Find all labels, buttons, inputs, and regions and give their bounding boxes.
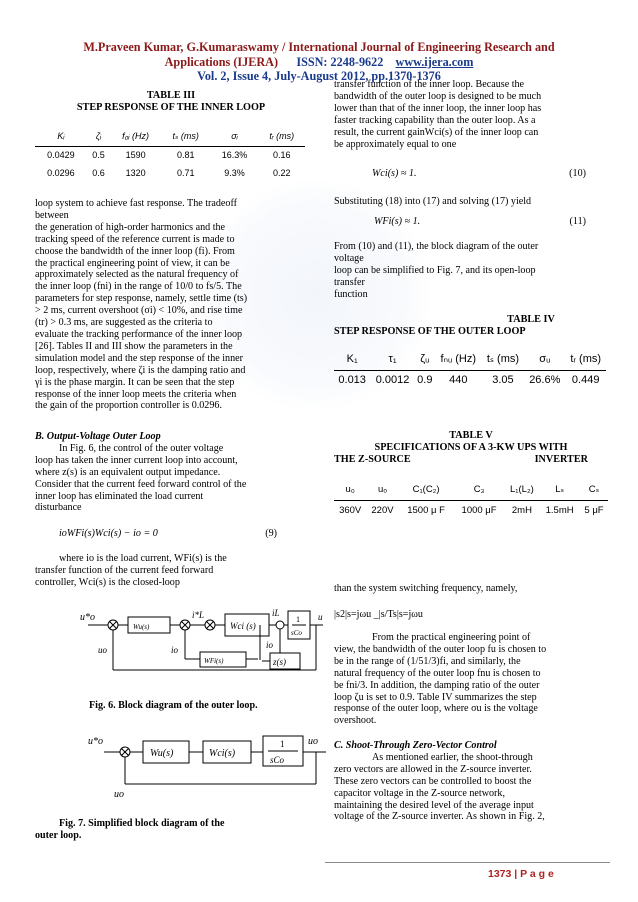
table5	[334, 480, 608, 521]
table4-block	[334, 314, 608, 391]
fig6-label-num: 1	[296, 615, 300, 624]
table5-header-cell: C₁(C₂)	[399, 480, 454, 501]
fig6-label-den: sCo	[291, 629, 302, 637]
right-paragraph-3	[334, 241, 608, 301]
fig7-caption-line-1: Fig. 7. Simplified block diagram of the	[59, 818, 225, 829]
text-line: approximately selected as the natural frequency of	[35, 269, 239, 281]
fig6-label-uo-ref: u*o	[80, 612, 95, 623]
text-line: where z(s) is an equivalent output impedance.	[35, 466, 221, 478]
header-website-link[interactable]: www.ijera.com	[395, 54, 474, 69]
fig7-block-diagram	[88, 732, 328, 802]
table5-subtitle-2b: INVERTER	[534, 454, 588, 465]
header-issn: ISSN: 2248-9622	[296, 54, 384, 69]
table5-header-row	[334, 480, 608, 501]
text-line: These zero vectors can be controlled to boost the	[334, 775, 532, 787]
text-line: natural frequency of the outer loop fnu is chosen to	[334, 667, 541, 679]
table5-header-cell: Lₛ	[539, 480, 580, 501]
table3-header-row	[35, 128, 305, 147]
text-line: overshoot.	[334, 715, 377, 727]
section-heading-c: C. Shoot-Through Zero-Vector Control	[334, 740, 497, 751]
table5-header-cell: C₃	[454, 480, 505, 501]
table4	[334, 350, 606, 391]
table4-cell: 0.0012	[375, 374, 410, 387]
text-line: view, the bandwidth of the outer loop fu is chosen to	[334, 643, 547, 655]
fig7-label-uo: uo	[308, 736, 318, 747]
table5-cell: 5 μF	[584, 505, 604, 517]
right-paragraph-5	[334, 632, 608, 727]
table5-cell: 1000 μF	[461, 505, 497, 517]
fig6-label-wfi: WFi(s)	[204, 657, 224, 665]
fig6-label-wu: Wu(s)	[133, 623, 150, 631]
table5-title: TABLE V	[449, 430, 493, 441]
table3-block	[35, 90, 307, 183]
journal-header	[40, 40, 598, 84]
table4-header-cell: ζᵤ	[415, 350, 435, 371]
text-line: transfer function of the inner loop. Because the	[334, 79, 525, 90]
table5-cell: 1500 μ F	[407, 505, 445, 517]
fig6-label-io-2: io	[266, 640, 274, 650]
table4-header-cell: τ₁	[370, 350, 414, 371]
table3-header-cell: σᵢ	[210, 128, 258, 147]
equation-11	[334, 216, 608, 228]
text-line: loop system to achieve fast response. The tradeoff	[35, 198, 238, 209]
text-line: loop can be simplified to Fig. 7, and its open-loop	[334, 264, 536, 276]
text-line: As mentioned earlier, the shoot-through	[372, 751, 533, 763]
equation-9	[35, 528, 307, 540]
table5-subtitle-2a: THE Z-SOURCE	[334, 454, 411, 465]
text-line: voltage of the Z-source inverter. As shown in Fig. 2,	[334, 811, 545, 823]
fig7-caption-line-2: outer loop.	[35, 830, 82, 841]
table5-header-cell: L₁(L₂)	[505, 480, 540, 501]
text-line: response of the inner loop meets the criteria when	[35, 388, 237, 400]
text-line: bandwidth of the outer loop is designed to be much	[334, 90, 542, 102]
text-line: capacitor voltage in the Z-source network,	[334, 787, 505, 799]
table3-cell: 0.22	[272, 168, 291, 179]
table4-header-cell: K₁	[334, 350, 370, 371]
text-line: From the practical engineering point of	[372, 632, 531, 643]
equation-10-number: (10)	[569, 168, 586, 179]
text-line: the inner loop (fni) in the range of 10/0 to fs/5. The	[35, 281, 242, 293]
fig7-label-wci: Wci(s)	[209, 748, 236, 759]
text-line: γi is the phase margin. It can be seen that the step	[35, 376, 235, 388]
table3-subtitle: STEP RESPONSE OF THE INNER LOOP	[76, 102, 266, 113]
table4-header-cell: fₙᵤ (Hz)	[435, 350, 482, 371]
text-line: [26]. Tables II and III show the parameters in the	[35, 340, 233, 352]
text-line: transfer function of the current feed forward	[35, 564, 214, 576]
equation-11-body: WFi(s) ≈ 1.	[374, 216, 421, 227]
text-line: maintaining the desired level of the average input	[334, 799, 534, 811]
table4-cell: 440	[449, 374, 468, 387]
fig7-label-uo-fb: uo	[114, 789, 124, 800]
equation-10	[334, 168, 608, 180]
text-line: function	[334, 288, 368, 300]
text-line: > 2 ms, current overshoot (σi) < 10%, and rise time	[35, 305, 243, 317]
header-line-1: M.Praveen Kumar, G.Kumaraswamy / International Journal of Engineering Research and	[83, 40, 555, 54]
text-line: the gain of the proportion controller is 0.0296.	[35, 400, 222, 412]
fig6-caption: Fig. 6. Block diagram of the outer loop.	[89, 700, 258, 711]
table4-header-row	[334, 350, 606, 371]
text-line: Consider that the current feed forward control of the	[35, 478, 247, 490]
table3-cell: 0.0296	[47, 168, 75, 179]
header-line-2	[40, 55, 598, 70]
right-paragraph-4: than the system switching frequency, namely,	[334, 583, 518, 594]
table3-title: TABLE III	[146, 90, 196, 101]
table5-header-cell: uₒ	[366, 480, 398, 501]
left-section-b	[35, 431, 307, 514]
text-line: parameters for step response, namely, settle time (ts)	[35, 293, 248, 305]
table5-cell: 220V	[371, 505, 394, 517]
text-line: be approximately equal to one	[334, 138, 457, 150]
fig6-label-il: iL	[272, 608, 280, 618]
table3-cell: 0.16	[272, 150, 291, 161]
table3-cell: 0.71	[176, 168, 195, 179]
text-line: inner loop has eliminated the load current	[35, 490, 204, 502]
fig6-label-zs: z(s)	[273, 657, 286, 667]
text-line: result, the current gainWci(s) of the inner loop can	[334, 126, 539, 138]
table5-subtitle-2	[334, 454, 608, 466]
text-line: the practical engineering point of view, it can be	[35, 257, 230, 269]
page-number: 1373 | P a g e	[488, 868, 554, 880]
text-line: zero vectors are allowed in the Z-source inverter.	[334, 763, 532, 775]
table3	[35, 128, 305, 183]
text-line: where io is the load current, WFi(s) is the	[59, 553, 227, 564]
text-line: From (10) and (11), the block diagram of the outer	[334, 241, 539, 252]
text-line: voltage	[334, 252, 364, 264]
fig6-label-out: u	[318, 612, 323, 622]
table4-cell: 0.9	[417, 374, 433, 387]
fig7-caption	[35, 818, 307, 842]
text-line: loop has taken the inner current loop into account,	[35, 454, 238, 466]
fig6-block-diagram	[80, 608, 325, 680]
text-line: (tr) > 0.3 ms, are suggested as the criteria to	[35, 317, 213, 329]
text-line: be fni/3. In addition, the damping ratio of the outer	[334, 679, 540, 691]
text-line: lower than that of the inner loop, the inner loop has	[334, 102, 542, 114]
table4-title: TABLE IV	[507, 314, 555, 325]
table4-cell: 0.449	[571, 374, 600, 387]
text-line: transfer	[334, 276, 365, 288]
fig6-label-il-ref: i*L	[192, 610, 205, 620]
text-line: controller, Wci(s) is the closed-loop	[35, 576, 180, 588]
table3-header-cell: tᵣ (ms)	[258, 128, 305, 147]
fig6-label-io: io	[171, 645, 179, 655]
table3-cell: 0.81	[176, 150, 195, 161]
text-line: choose the bandwidth of the inner loop (fi). From	[35, 245, 235, 257]
equation-12: |s2|s=jωu _|s/Ts|s=jωu	[334, 609, 423, 620]
footer-divider	[325, 862, 610, 863]
table4-header-cell: tᵣ (ms)	[565, 350, 606, 371]
table3-cell: 1320	[125, 168, 146, 179]
left-paragraph-1	[35, 198, 307, 412]
table3-header-cell: Kᵢ	[35, 128, 87, 147]
table3-header-cell: f₀ᵢ (Hz)	[110, 128, 161, 147]
text-line: tracking speed of the reference current is made to	[35, 233, 235, 245]
table5-block	[334, 430, 608, 521]
table3-header-cell: ζᵢ	[87, 128, 111, 147]
text-line: loop ζu is set to 0.9. Table IV summarizes the step	[334, 691, 537, 703]
table5-cell: 360V	[339, 505, 362, 517]
fig7-label-den: sCo	[270, 755, 285, 765]
text-line: between	[35, 209, 69, 221]
table5-header-cell: Cₛ	[580, 480, 608, 501]
table4-cell: 3.05	[492, 374, 514, 387]
text-line: loop, respectively, where ζi is the damping ratio and	[35, 364, 246, 376]
right-paragraph-2: Substituting (18) into (17) and solving (17) yield	[334, 196, 532, 207]
table5-cell: 2mH	[511, 505, 532, 517]
table3-cell: 0.0429	[47, 150, 75, 161]
fig6-label-wci: Wci (s)	[230, 621, 256, 631]
left-paragraph-3	[35, 553, 307, 589]
text-line: In Fig. 6, the control of the outer voltage	[59, 442, 224, 454]
header-journal-abbrev: Applications (IJERA)	[164, 54, 279, 69]
table3-cell: 16.3%	[221, 150, 248, 161]
table5-subtitle: SPECIFICATIONS OF A 3-KW UPS WITH	[374, 442, 568, 453]
text-line: the generation of high-order harmonics and the	[35, 221, 226, 233]
equation-9-body: ioWFi(s)Wci(s) − io = 0	[59, 528, 158, 539]
right-paragraph-1	[334, 79, 608, 150]
right-section-c	[334, 740, 608, 823]
table-row	[35, 165, 305, 183]
fig7-label-uo-ref: u*o	[88, 736, 103, 747]
text-line: be in the range of (1/51/3)fi, and similarly, the	[334, 655, 521, 667]
table3-cell: 0.5	[92, 150, 105, 161]
fig7-label-wu: Wu(s)	[150, 748, 174, 759]
table4-cell: 26.6%	[529, 374, 561, 387]
table3-header-cell: tₛ (ms)	[161, 128, 211, 147]
table3-cell: 9.3%	[224, 168, 245, 179]
table4-subtitle: STEP RESPONSE OF THE OUTER LOOP	[334, 326, 526, 337]
table-row	[334, 501, 608, 522]
table-row	[334, 371, 606, 392]
table5-cell: 1.5mH	[545, 505, 574, 517]
text-line: disturbance	[35, 502, 82, 514]
section-heading-b: B. Output-Voltage Outer Loop	[35, 431, 161, 442]
table-row	[35, 147, 305, 166]
text-line: faster tracking capability than the outer loop. As a	[334, 114, 536, 126]
fig7-label-num: 1	[280, 739, 285, 749]
header-line-3: Vol. 2, Issue 4, July-August 2012, pp.1370-1376	[197, 69, 441, 83]
text-line: response of the outer loop, where σu is the voltage	[334, 703, 538, 715]
table5-header-cell: u₀	[334, 480, 366, 501]
table3-cell: 0.6	[92, 168, 105, 179]
text-line: simulation model and the step response of the inner	[35, 352, 243, 364]
text-line: evaluate the tracking performance of the inner loop	[35, 328, 243, 340]
fig6-label-uo: uo	[98, 645, 107, 655]
equation-9-number: (9)	[265, 528, 277, 539]
table4-header-cell: tₛ (ms)	[482, 350, 525, 371]
equation-11-number: (11)	[569, 216, 586, 227]
table4-cell: 0.013	[338, 374, 366, 387]
equation-10-body: Wci(s) ≈ 1.	[372, 168, 417, 179]
table3-cell: 1590	[125, 150, 146, 161]
table4-header-cell: σᵤ	[524, 350, 565, 371]
